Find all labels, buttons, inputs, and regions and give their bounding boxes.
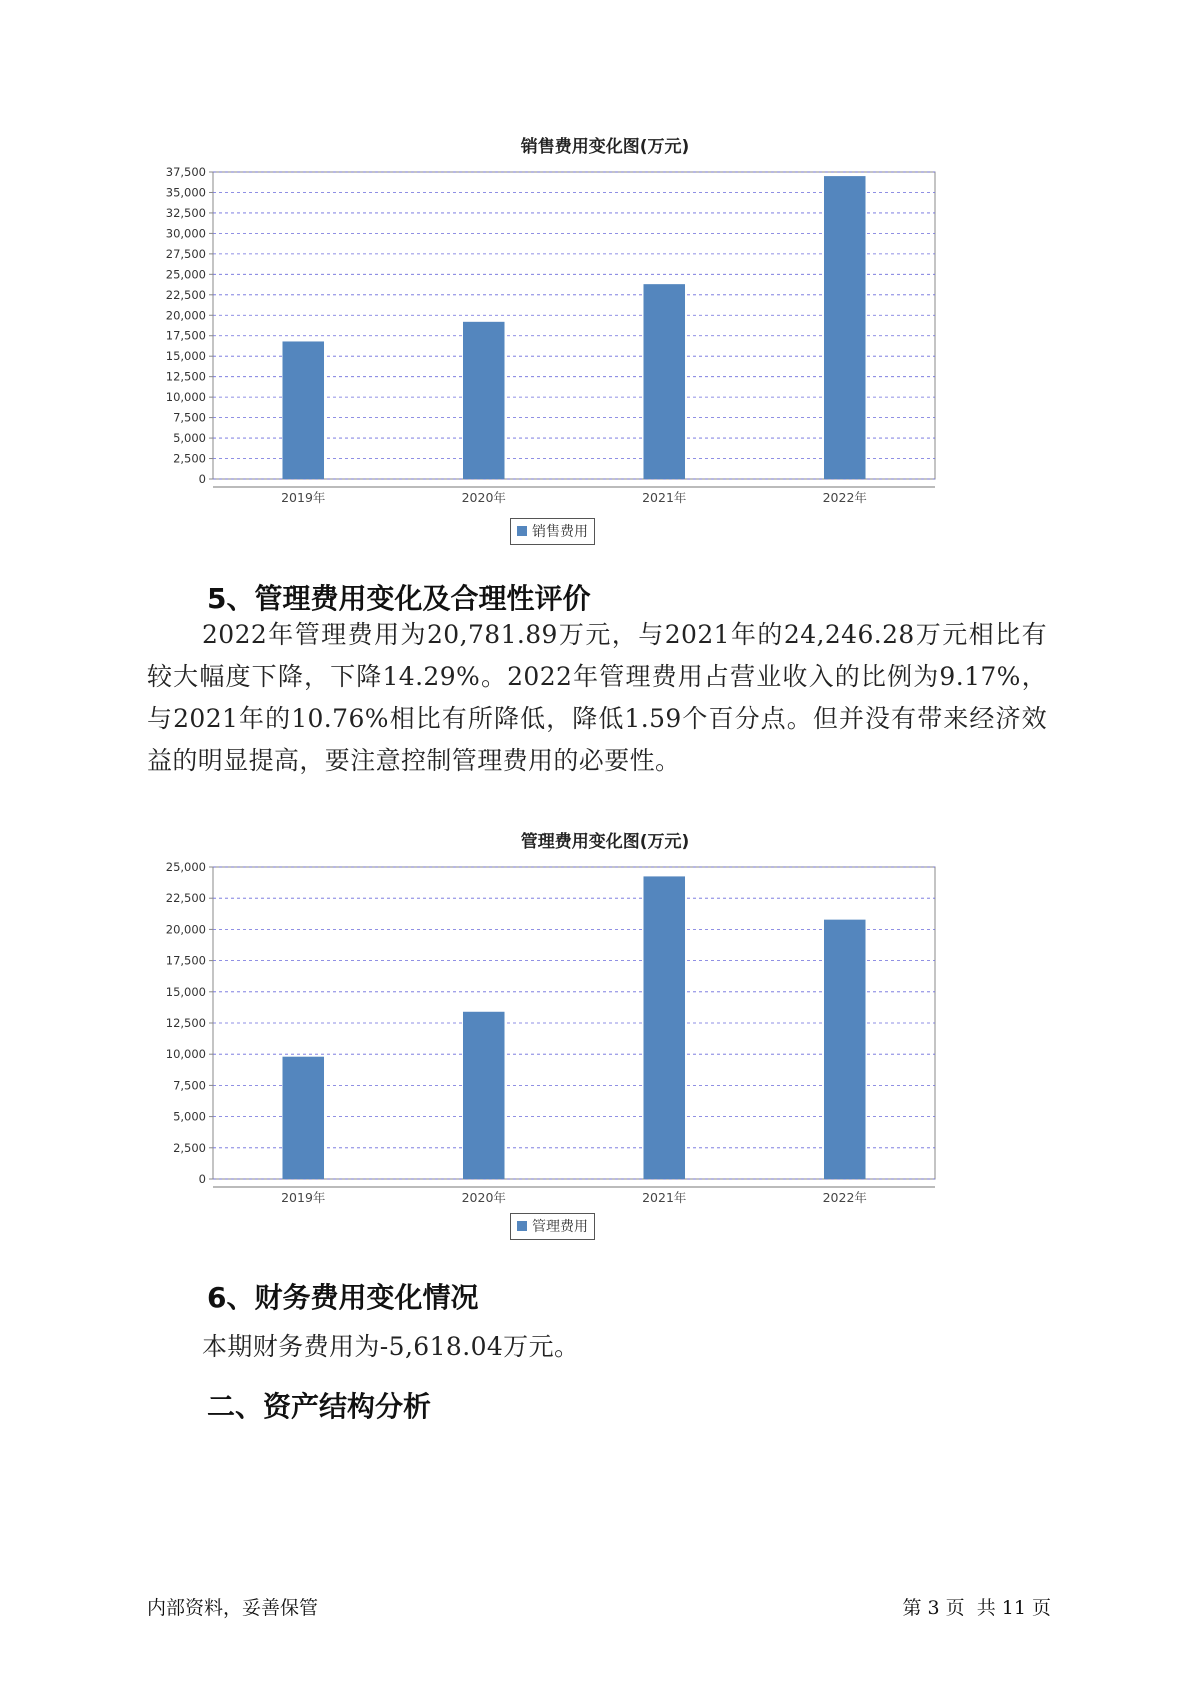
- chart-management-expense: [165, 825, 1040, 1245]
- y-tick-label: 0: [198, 472, 206, 486]
- y-tick-label: 12,500: [165, 369, 206, 384]
- chart-title: 管理费用变化图(万元): [520, 832, 690, 852]
- y-tick-label: 20,000: [165, 922, 206, 937]
- y-tick-label: 0: [198, 1172, 206, 1186]
- x-tick-label: 2019年: [281, 1190, 326, 1205]
- y-tick-label: 25,000: [165, 267, 206, 282]
- y-tick-label: 7,500: [173, 1078, 206, 1093]
- y-tick-label: 2,500: [173, 451, 206, 466]
- chart-legend: [510, 518, 595, 545]
- y-tick-label: 37,500: [165, 165, 206, 179]
- x-tick-label: 2019年: [281, 490, 326, 505]
- legend-label: 销售费用: [532, 524, 588, 540]
- y-tick-label: 22,500: [165, 287, 206, 302]
- chart-title: 销售费用变化图(万元): [520, 137, 690, 157]
- y-tick-label: 30,000: [165, 226, 206, 241]
- bar: [643, 284, 685, 479]
- y-tick-label: 12,500: [165, 1016, 206, 1030]
- y-tick-label: 27,500: [165, 246, 206, 261]
- bar: [463, 1012, 505, 1179]
- bar: [282, 341, 324, 479]
- chart-legend: [510, 1213, 595, 1240]
- bar: [824, 920, 866, 1179]
- y-tick-label: 5,000: [173, 431, 206, 446]
- legend-swatch-icon: [517, 526, 527, 536]
- y-tick-label: 17,500: [165, 328, 206, 343]
- section-heading: 6、财务费用变化情况: [207, 1281, 479, 1314]
- bar: [282, 1057, 324, 1179]
- y-tick-label: 7,500: [173, 410, 206, 425]
- footer-page-number: 第 3 页 共 11 页: [902, 1597, 1051, 1619]
- x-tick-label: 2022年: [822, 490, 867, 505]
- y-tick-label: 15,000: [165, 349, 206, 364]
- y-tick-label: 17,500: [165, 953, 206, 968]
- y-tick-label: 32,500: [165, 205, 206, 220]
- bar: [824, 176, 866, 479]
- y-tick-label: 20,000: [165, 308, 206, 323]
- chart-svg: [165, 825, 1040, 1245]
- x-tick-label: 2022年: [822, 1190, 867, 1205]
- x-tick-label: 2020年: [461, 1190, 506, 1205]
- bar: [643, 876, 685, 1179]
- y-tick-label: 5,000: [173, 1109, 206, 1124]
- footer-confidential-note: 内部资料，妥善保管: [147, 1597, 319, 1619]
- bar: [463, 322, 505, 479]
- legend-swatch-icon: [517, 1221, 527, 1231]
- section-heading: 5、管理费用变化及合理性评价: [207, 582, 591, 615]
- section-heading: 二、资产结构分析: [207, 1390, 432, 1423]
- chart-sales-expense: [165, 130, 1040, 550]
- y-tick-label: 15,000: [165, 984, 206, 999]
- legend-label: 管理费用: [532, 1219, 588, 1235]
- y-tick-label: 35,000: [165, 185, 206, 200]
- x-tick-label: 2020年: [461, 490, 506, 505]
- paragraph: 2022年管理费用为20,781.89万元，与2021年的24,246.28万元相比有较大幅度下降，下降14.29%。2022年管理费用占营业收入的比例为9.17%，与2021年的10.76%相比有所降低，降低1.59个百分点。但并没有带来经济效益的明显提高，要注意控制管理费用的必要性。: [147, 620, 1047, 775]
- y-tick-label: 2,500: [173, 1140, 206, 1155]
- x-tick-label: 2021年: [642, 490, 687, 505]
- x-tick-label: 2021年: [642, 1190, 687, 1205]
- y-tick-label: 25,000: [165, 860, 206, 874]
- y-tick-label: 10,000: [165, 390, 206, 405]
- y-tick-label: 10,000: [165, 1047, 206, 1062]
- y-tick-label: 22,500: [165, 891, 206, 906]
- chart-svg: [165, 130, 1040, 550]
- paragraph: 本期财务费用为-5,618.04万元。: [202, 1332, 580, 1361]
